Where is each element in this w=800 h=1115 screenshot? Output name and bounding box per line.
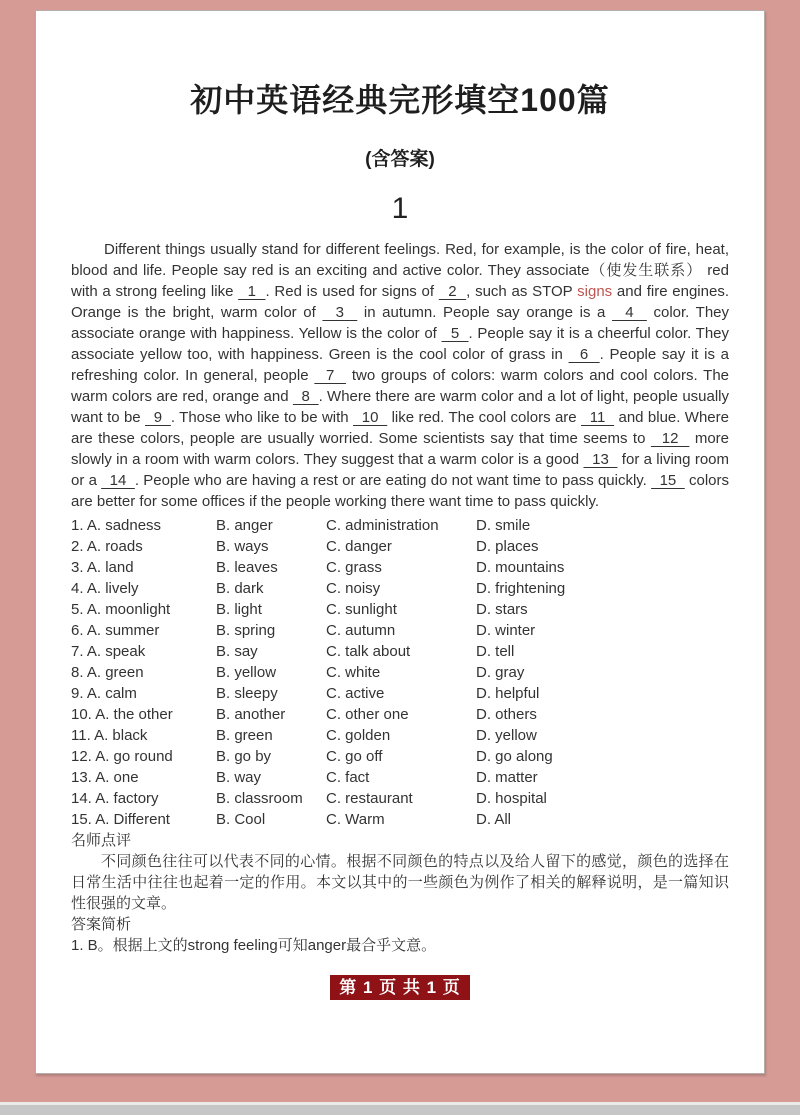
option-cell: D. tell [476,643,515,661]
option-cell: B. green [216,727,273,745]
option-cell: D. smile [476,517,531,535]
option-cell: C. Warm [326,811,385,829]
cloze-blank: 10 [353,409,388,427]
passage-number: 1 [391,192,409,226]
cloze-blank: 14 [101,472,135,490]
question-number-and-option: 15. A. Different [71,811,170,829]
question-row [71,662,729,683]
question-number-and-option: 1. A. sadness [71,517,162,535]
question-number-and-option: 2. A. roads [71,538,143,556]
option-cell: D. hospital [476,790,547,808]
option-cell: D. frightening [476,580,566,598]
option-cell: B. light [216,601,262,619]
question-row [71,599,729,620]
question-number-and-option: 5. A. moonlight [71,601,171,619]
option-cell: B. yellow [216,664,277,682]
passage-text: like red. The cool colors are [387,409,582,427]
cloze-passage [71,239,729,512]
option-cell: B. classroom [216,790,303,808]
question-row [71,704,729,725]
question-row [71,536,729,557]
question-number-and-option: 14. A. factory [71,790,159,808]
option-cell: C. fact [326,769,370,787]
options-table [71,515,729,830]
passage-text: in autumn. People say orange is a [357,304,613,322]
option-cell: D. mountains [476,559,565,577]
passage-text: , such as STOP [466,283,578,301]
option-cell: D. gray [476,664,525,682]
option-cell: B. say [216,643,258,661]
option-cell: D. yellow [476,727,537,745]
passage-text: and blue. Where are these colors, people are usually worried. Some scientists say that time seems to [71,409,729,448]
passage-text: . People who are having a rest or are eating do not want time to pass quickly. [134,472,652,490]
question-row [71,620,729,641]
option-cell: C. white [326,664,381,682]
question-number-and-option: 13. A. one [71,769,139,787]
question-row [71,557,729,578]
question-number-and-option: 8. A. green [71,664,144,682]
doc-title: 初中英语经典完形填空100篇 [190,82,610,118]
passage-text: for a living room or a [71,451,729,490]
question-row [71,809,729,830]
option-cell: C. autumn [326,622,396,640]
question-row [71,683,729,704]
option-cell: D. All [476,811,512,829]
options-table-body [71,515,729,830]
option-cell: C. administration [326,517,439,535]
question-number-and-option: 6. A. summer [71,622,160,640]
cloze-blank: 12 [650,430,690,448]
option-cell: C. grass [326,559,382,577]
answer-analysis-heading: 答案简析 [71,916,132,934]
option-cell: B. sleepy [216,685,278,703]
question-row [71,746,729,767]
question-row [71,725,729,746]
option-cell: B. dark [216,580,264,598]
cloze-blank: 2 [438,283,467,301]
cloze-blank: 15 [651,472,685,490]
question-number-and-option: 3. A. land [71,559,134,577]
teacher-review-text: 不同颜色往往可以代表不同的心情。根据不同颜色的特点以及给人留下的感觉，颜色的选择在日常生活中往往也起着一定的作用。本文以其中的一些颜色为例作了相关的解释说明，是一篇知识性很强的文章。 [71,853,729,913]
option-cell: B. go by [216,748,272,766]
passage-text: colors are better for some offices if the people working there want time to pass quickly. [71,472,730,511]
question-row [71,788,729,809]
option-cell: C. noisy [326,580,381,598]
passage-text: . People say it is a refreshing color. In general, people [71,346,729,385]
passage-text: . Where there are warm color and a lot of light, people usually want to be [71,388,730,427]
footer-page-badge: 第 1 页 共 1 页 [330,975,470,1000]
passage-text: . Those who like to be with [170,409,354,427]
option-cell: C. danger [326,538,392,556]
cloze-blank: 9 [145,409,171,427]
option-cell: B. anger [216,517,273,535]
option-cell: B. way [216,769,262,787]
question-number-and-option: 4. A. lively [71,580,139,598]
option-cell: C. talk about [326,643,411,661]
option-cell: C. restaurant [326,790,413,808]
question-row [71,578,729,599]
option-cell: D. stars [476,601,528,619]
cloze-blank: 4 [612,304,647,322]
passage-text: two groups of colors: warm colors and cool colors. The warm colors are red, orange and [71,367,730,406]
option-cell: B. spring [216,622,276,640]
option-cell: D. winter [476,622,536,640]
question-number-and-option: 11. A. black [71,727,148,745]
question-row [71,515,729,536]
question-number-and-option: 7. A. speak [71,643,146,661]
question-row [71,641,729,662]
option-cell: C. active [326,685,385,703]
option-cell: C. sunlight [326,601,397,619]
option-cell: D. places [476,538,539,556]
option-cell: D. others [476,706,537,724]
question-row [71,767,729,788]
answer-analysis-item: 1. B。根据上文的strong feeling可知anger最合乎文意。 [71,937,437,955]
document-page [35,10,765,1074]
option-cell: B. leaves [216,559,278,577]
cloze-blank: 7 [314,367,346,385]
passage-text: more slowly in a room with warm colors. They suggest that a warm color is a good [71,430,730,469]
passage-text: . Red is used for signs of [265,283,439,301]
option-cell: C. other one [326,706,409,724]
passage-text: color. They associate orange with happiness. Yellow is the color of [71,304,730,343]
passage-text: . People say it is a cheerful color. They associate yellow too, with happiness. Green is the cool color of grass in [71,325,729,364]
question-number-and-option: 10. A. the other [71,706,173,724]
option-cell: B. ways [216,538,269,556]
cloze-blank: 11 [581,409,615,427]
teacher-review-heading: 名师点评 [71,832,132,850]
cloze-blank: 13 [583,451,618,469]
option-cell: D. matter [476,769,538,787]
cloze-blank: 1 [238,283,266,301]
option-cell: C. go off [326,748,383,766]
option-cell: B. Cool [216,811,266,829]
cloze-blank: 3 [322,304,358,322]
option-cell: C. golden [326,727,391,745]
footer-wrap [71,975,729,1000]
option-cell: D. helpful [476,685,540,703]
cloze-blank: 8 [292,388,319,406]
passage-text: and fire engines. Orange is the bright, warm color of [71,283,729,322]
question-number-and-option: 9. A. calm [71,685,137,703]
question-number-and-option: 12. A. go round [71,748,173,766]
cloze-blank: 6 [568,346,600,364]
answer-analysis-list [71,935,729,956]
option-cell: B. another [216,706,286,724]
cloze-blank: 5 [441,325,469,343]
highlighted-word: signs [577,283,613,301]
option-cell: D. go along [476,748,553,766]
doc-subtitle: (含答案) [365,149,435,171]
bottom-bar [0,1102,800,1115]
passage-text: Different things usually stand for different feelings. Red, for example, is the color of fire, heat, blood and life. People say red is an exciting and active color. They associate（使发生联系） red with a strong feeling like [71,241,729,301]
